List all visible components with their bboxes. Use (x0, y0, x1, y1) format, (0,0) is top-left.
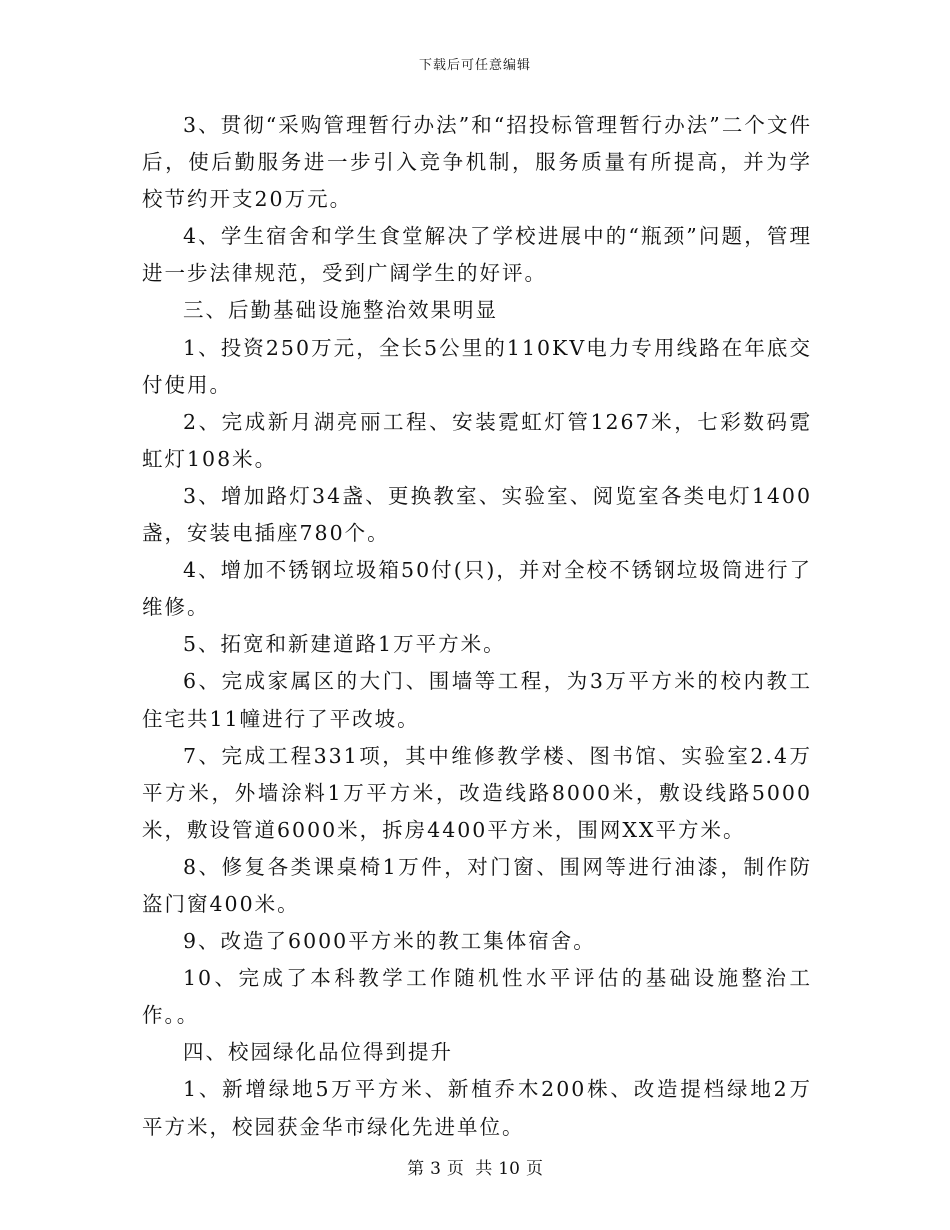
footer-current-page: 3 (430, 1159, 441, 1179)
paragraph-trash-bins: 4、增加不锈钢垃圾箱50付(只)，并对全校不锈钢垃圾筒进行了维修。 (142, 558, 812, 620)
footer-suffix: 页 (525, 1159, 543, 1179)
paragraph-procurement: 3、贯彻“采购管理暂行办法”和“招投标管理暂行办法”二个文件后，使后勤服务进一步引入竞争机制，服务质量有所提高，并为学校节约开支20万元。 (142, 113, 812, 212)
paragraph-street-lamps: 3、增加路灯34盏、更换教室、实验室、阅览室各类电灯1400盏，安装电插座780个。 (142, 483, 812, 546)
paragraph-staff-dormitory: 9、改造了6000平方米的教工集体宿舍。 (183, 929, 596, 954)
footer-prefix: 第 (407, 1159, 425, 1179)
section-heading-greening: 四、校园绿化品位得到提升 (183, 1040, 453, 1065)
paragraph-lighting-project: 2、完成新月湖亮丽工程、安装霓虹灯管1267米，七彩数码霓虹灯108米。 (142, 409, 812, 471)
paragraph-projects: 7、完成工程331项，其中维修教学楼、图书馆、实验室2.4万平方米，外墙涂料1万平方米，改造线路8000米，敷设线路5000米，敷设管道6000米，拆房4400平方米，围网XX平方米。 (142, 743, 812, 842)
section-heading-infrastructure: 三、后勤基础设施整治效果明显 (183, 298, 498, 323)
document-body (142, 107, 812, 1146)
footer-middle: 页 共 (446, 1159, 493, 1179)
paragraph-residential: 6、完成家属区的大门、围墙等工程，为3万平方米的校内教工住宅共11幢进行了平改坡。 (142, 669, 812, 731)
paragraph-green-space: 1、新增绿地5万平方米、新植乔木200株、改造提档绿地2万平方米，校园获金华市绿化先进单位。 (142, 1077, 812, 1139)
page-header: 下载后可任意编辑 (418, 58, 531, 73)
paragraph-evaluation: 10、完成了本科教学工作随机性水平评估的基础设施整治工作。。 (142, 966, 812, 1028)
paragraph-power-line: 1、投资250万元，全长5公里的110KV电力专用线路在年底交付使用。 (142, 335, 812, 397)
page-footer (0, 1154, 950, 1179)
paragraph-roads: 5、拓宽和新建道路1万平方米。 (183, 632, 506, 657)
paragraph-dormitory: 4、学生宿舍和学生食堂解决了学校进展中的“瓶颈”问题，管理进一步法律规范，受到广阔学生的好评。 (142, 224, 812, 286)
paragraph-furniture: 8、修复各类课桌椅1万件，对门窗、围网等进行油漆，制作防盗门窗400米。 (142, 854, 812, 916)
footer-total-pages: 10 (498, 1159, 520, 1179)
